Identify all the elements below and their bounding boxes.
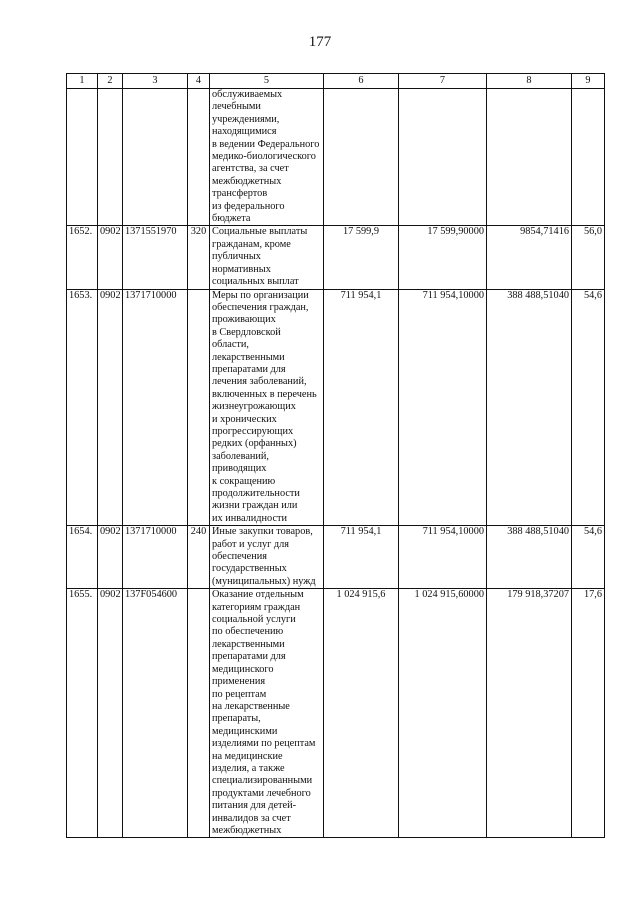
column-header: 2 xyxy=(98,74,123,89)
description-line: на медицинские xyxy=(212,750,283,762)
description-line: медицинского xyxy=(212,663,274,675)
description-line: находящимися xyxy=(212,126,277,138)
description-cell xyxy=(210,226,324,289)
amount-cell xyxy=(324,89,399,226)
description-line: гражданам, кроме xyxy=(212,238,291,250)
description-line: специализированными xyxy=(212,775,313,787)
expense-type-cell xyxy=(188,289,210,526)
percent-cell: 56,0 xyxy=(572,226,605,289)
description-line: медицинскими xyxy=(212,725,278,737)
description-line: государственных xyxy=(212,563,287,575)
executed-amount-cell: 388 488,51040 xyxy=(487,526,572,589)
description-line: по рецептам xyxy=(212,688,267,700)
description-cell xyxy=(210,289,324,526)
section-code-cell: 0902 xyxy=(98,526,123,589)
executed-amount-cell: 179 918,37207 xyxy=(487,589,572,838)
description-line: работ и услуг для xyxy=(212,538,290,550)
amount-refined-cell: 17 599,90000 xyxy=(399,226,487,289)
description-line: межбюджетных xyxy=(212,824,282,836)
description-line: прогрессирующих xyxy=(212,425,294,437)
percent-cell: 54,6 xyxy=(572,526,605,589)
description-line: лечения заболеваний, xyxy=(212,376,307,388)
description-line: (муниципальных) нужд xyxy=(212,575,316,587)
target-article-cell: 1371551970 xyxy=(123,226,188,289)
description-line: бюджета xyxy=(212,213,251,225)
executed-amount-cell: 388 488,51040 xyxy=(487,289,572,526)
section-code-cell xyxy=(98,89,123,226)
description-line: инвалидов за счет xyxy=(212,812,291,824)
column-header: 4 xyxy=(188,74,210,89)
description-line: продолжительности xyxy=(212,488,300,499)
percent-cell: 54,6 xyxy=(572,289,605,526)
percent-cell xyxy=(572,89,605,226)
amount-cell: 711 954,1 xyxy=(324,289,399,526)
description-line: жизни граждан или xyxy=(212,500,298,512)
budget-table xyxy=(66,73,605,838)
table-row xyxy=(67,289,605,526)
description-line: в ведении Федерального xyxy=(212,138,320,150)
table-row xyxy=(67,89,605,226)
row-number-cell: 1653. xyxy=(67,289,98,526)
description-line: публичных xyxy=(212,251,261,263)
column-header: 6 xyxy=(324,74,399,89)
description-line: Меры по организации xyxy=(212,289,309,301)
description-line: медико-биологического xyxy=(212,151,316,163)
amount-cell: 1 024 915,6 xyxy=(324,589,399,838)
page-number: 177 xyxy=(308,34,332,50)
description-line: лечебными xyxy=(212,101,261,113)
description-line: проживающих xyxy=(212,314,276,326)
description-line: агентства, за счет xyxy=(212,163,289,175)
description-line: жизнеугрожающих xyxy=(212,401,296,413)
target-article-cell xyxy=(123,89,188,226)
description-line: обслуживаемых xyxy=(212,89,283,100)
column-header: 1 xyxy=(67,74,98,89)
column-header: 7 xyxy=(399,74,487,89)
description-line: их инвалидности xyxy=(212,512,288,524)
description-line: обеспечения граждан, xyxy=(212,301,309,313)
description-line: категориям граждан xyxy=(212,601,301,613)
description-line: области, xyxy=(212,339,249,351)
table-header-row xyxy=(67,74,605,89)
description-cell xyxy=(210,589,324,838)
description-line: заболеваний, xyxy=(212,450,269,462)
row-number-cell: 1654. xyxy=(67,526,98,589)
amount-cell: 711 954,1 xyxy=(324,526,399,589)
description-line: в Свердловской xyxy=(212,326,281,338)
description-line: изделиями по рецептам xyxy=(212,738,316,750)
amount-refined-cell xyxy=(399,89,487,226)
table-row xyxy=(67,526,605,589)
description-line: Социальные выплаты xyxy=(212,226,308,238)
percent-cell: 17,6 xyxy=(572,589,605,838)
description-cell xyxy=(210,89,324,226)
description-line: приводящих xyxy=(212,463,267,475)
description-line: учреждениями, xyxy=(212,113,280,125)
description-line: Оказание отдельным xyxy=(212,589,304,601)
table-row xyxy=(67,589,605,838)
amount-refined-cell: 711 954,10000 xyxy=(399,289,487,526)
description-line: Иные закупки товаров, xyxy=(212,526,313,538)
row-number-cell: 1652. xyxy=(67,226,98,289)
description-line: на лекарственные xyxy=(212,700,290,712)
column-header: 8 xyxy=(487,74,572,89)
target-article-cell: 137F054600 xyxy=(123,589,188,838)
description-line: препараты, xyxy=(212,713,261,725)
column-header: 9 xyxy=(572,74,605,89)
table-row xyxy=(67,226,605,289)
section-code-cell: 0902 xyxy=(98,226,123,289)
amount-refined-cell: 711 954,10000 xyxy=(399,526,487,589)
amount-refined-cell: 1 024 915,60000 xyxy=(399,589,487,838)
description-line: изделия, а также xyxy=(212,762,285,774)
description-line: из федерального xyxy=(212,200,285,212)
section-code-cell: 0902 xyxy=(98,589,123,838)
executed-amount-cell xyxy=(487,89,572,226)
description-line: препаратами для xyxy=(212,363,286,375)
expense-type-cell: 240 xyxy=(188,526,210,589)
description-line: нормативных xyxy=(212,263,271,275)
row-number-cell xyxy=(67,89,98,226)
description-line: применения xyxy=(212,676,266,688)
description-line: социальных выплат xyxy=(212,276,299,288)
description-line: социальной услуги xyxy=(212,614,296,626)
description-line: продуктами лечебного xyxy=(212,787,311,799)
description-line: по обеспечению xyxy=(212,626,284,638)
expense-type-cell xyxy=(188,89,210,226)
column-header: 3 xyxy=(123,74,188,89)
table-body xyxy=(67,89,605,838)
executed-amount-cell: 9854,71416 xyxy=(487,226,572,289)
description-line: лекарственными xyxy=(212,638,285,650)
expense-type-cell: 320 xyxy=(188,226,210,289)
description-cell xyxy=(210,526,324,589)
description-line: и хронических xyxy=(212,413,277,425)
description-line: редких (орфанных) xyxy=(212,438,297,450)
section-code-cell: 0902 xyxy=(98,289,123,526)
description-line: трансфертов xyxy=(212,188,268,200)
row-number-cell: 1655. xyxy=(67,589,98,838)
column-header: 5 xyxy=(210,74,324,89)
expense-type-cell xyxy=(188,589,210,838)
description-line: межбюджетных xyxy=(212,175,282,187)
description-line: лекарственными xyxy=(212,351,285,363)
description-line: питания для детей- xyxy=(212,800,297,812)
description-line: обеспечения xyxy=(212,551,267,563)
target-article-cell: 1371710000 xyxy=(123,289,188,526)
description-line: включенных в перечень xyxy=(212,388,317,400)
description-line: препаратами для xyxy=(212,651,286,663)
amount-cell: 17 599,9 xyxy=(324,226,399,289)
target-article-cell: 1371710000 xyxy=(123,526,188,589)
description-line: к сокращению xyxy=(212,475,276,487)
